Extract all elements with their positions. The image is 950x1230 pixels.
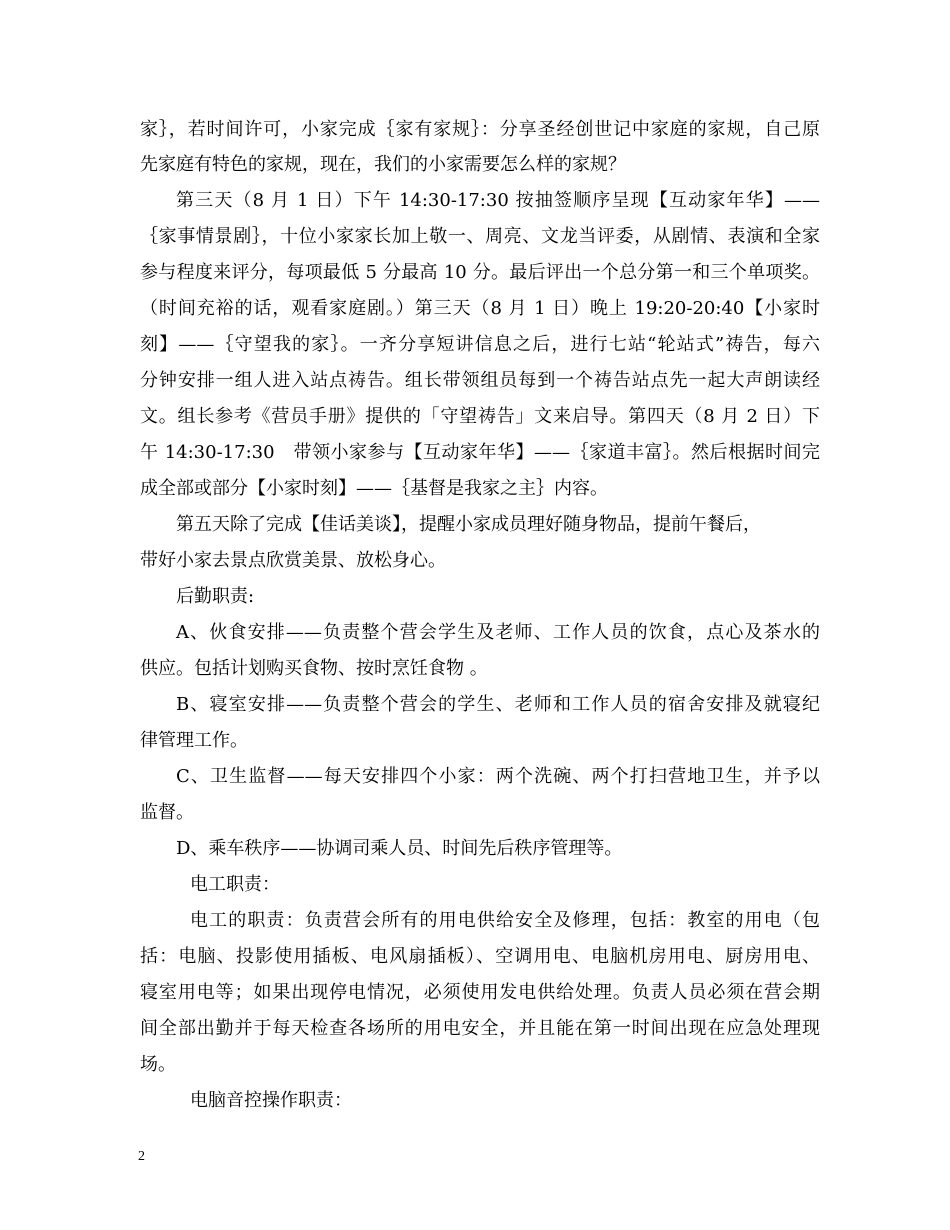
text-line: 刻】——｛守望我的家｝。一齐分享短讲信息之后，进行七站“轮站式”祷告，每六 — [140, 334, 820, 355]
text-line: ｛家事情景剧｝，十位小家家长加上敬一、周亮、文龙当评委，从剧情、表演和全家 — [140, 226, 820, 247]
text-line: 括：电脑、投影使用插板、电风扇插板）、空调用电、电脑机房用电、厨房用电、 — [140, 946, 820, 967]
text-line: 供应。包括计划购买食物、按时烹饪食物 。 — [140, 658, 488, 679]
text-line: A、伙食安排——负责整个营会学生及老师、工作人员的饮食，点心及茶水的 — [176, 622, 820, 643]
text-line: （时间充裕的话，观看家庭剧。）第三天（8 月 1 日）晚上 19:20-20:40【小家时 — [140, 298, 820, 319]
section-heading: 电工职责： — [190, 874, 280, 895]
text-line: 带好小家去景点欣赏美景、放松身心。 — [140, 550, 446, 571]
text-line: B、寝室安排——负责整个营会的学生、老师和工作人员的宿舍安排及就寝纪 — [176, 694, 820, 715]
text-line: C、卫生监督——每天安排四个小家：两个洗碗、两个打扫营地卫生，并予以 — [176, 766, 820, 787]
text-line: D、乘车秩序——协调司乘人员、时间先后秩序管理等。 — [176, 838, 623, 859]
page-number: 2 — [138, 1149, 145, 1164]
text-line: 分钟安排一组人进入站点祷告。组长带领组员每到一个祷告站点先一起大声朗读经 — [140, 370, 820, 391]
text-line: 电工的职责：负责营会所有的用电供给安全及修理，包括：教室的用电（包 — [190, 910, 820, 931]
text-line: 第三天（8 月 1 日）下午 14:30-17:30 按抽签顺序呈现【互动家年华】—— — [176, 190, 820, 211]
text-line: 先家庭有特色的家规，现在，我们的小家需要怎么样的家规？ — [140, 154, 626, 175]
text-line: 间全部出勤并于每天检查各场所的用电安全，并且能在第一时间出现在应急处理现 — [140, 1018, 820, 1039]
text-line: 午 14:30-17:30 带领小家参与【互动家年华】——｛家道丰富｝。然后根据时间完 — [140, 442, 820, 463]
text-line: 第五天除了完成【佳话美谈】，提醒小家成员理好随身物品，提前午餐后， — [176, 514, 761, 535]
text-line: 文。组长参考《营员手册》提供的「守望祷告」文来启导。第四天（8 月 2 日）下 — [140, 406, 820, 427]
text-line: 参与程度来评分，每项最低 5 分最高 10 分。最后评出一个总分第一和三个单项奖。 — [140, 262, 820, 283]
text-line: 律管理工作。 — [140, 730, 248, 751]
text-line: 家｝，若时间许可，小家完成｛家有家规｝：分享圣经创世记中家庭的家规，自己原 — [140, 119, 820, 140]
text-line: 监督。 — [140, 802, 194, 823]
text-line: 场。 — [140, 1054, 176, 1075]
section-heading: 后勤职责: — [176, 586, 255, 607]
section-heading: 电脑音控操作职责： — [190, 1090, 352, 1111]
text-line: 寝室用电等；如果出现停电情况，必须使用发电供给处理。负责人员必须在营会期 — [140, 982, 820, 1003]
text-line: 成全部或部分【小家时刻】——｛基督是我家之主｝内容。 — [140, 478, 608, 499]
